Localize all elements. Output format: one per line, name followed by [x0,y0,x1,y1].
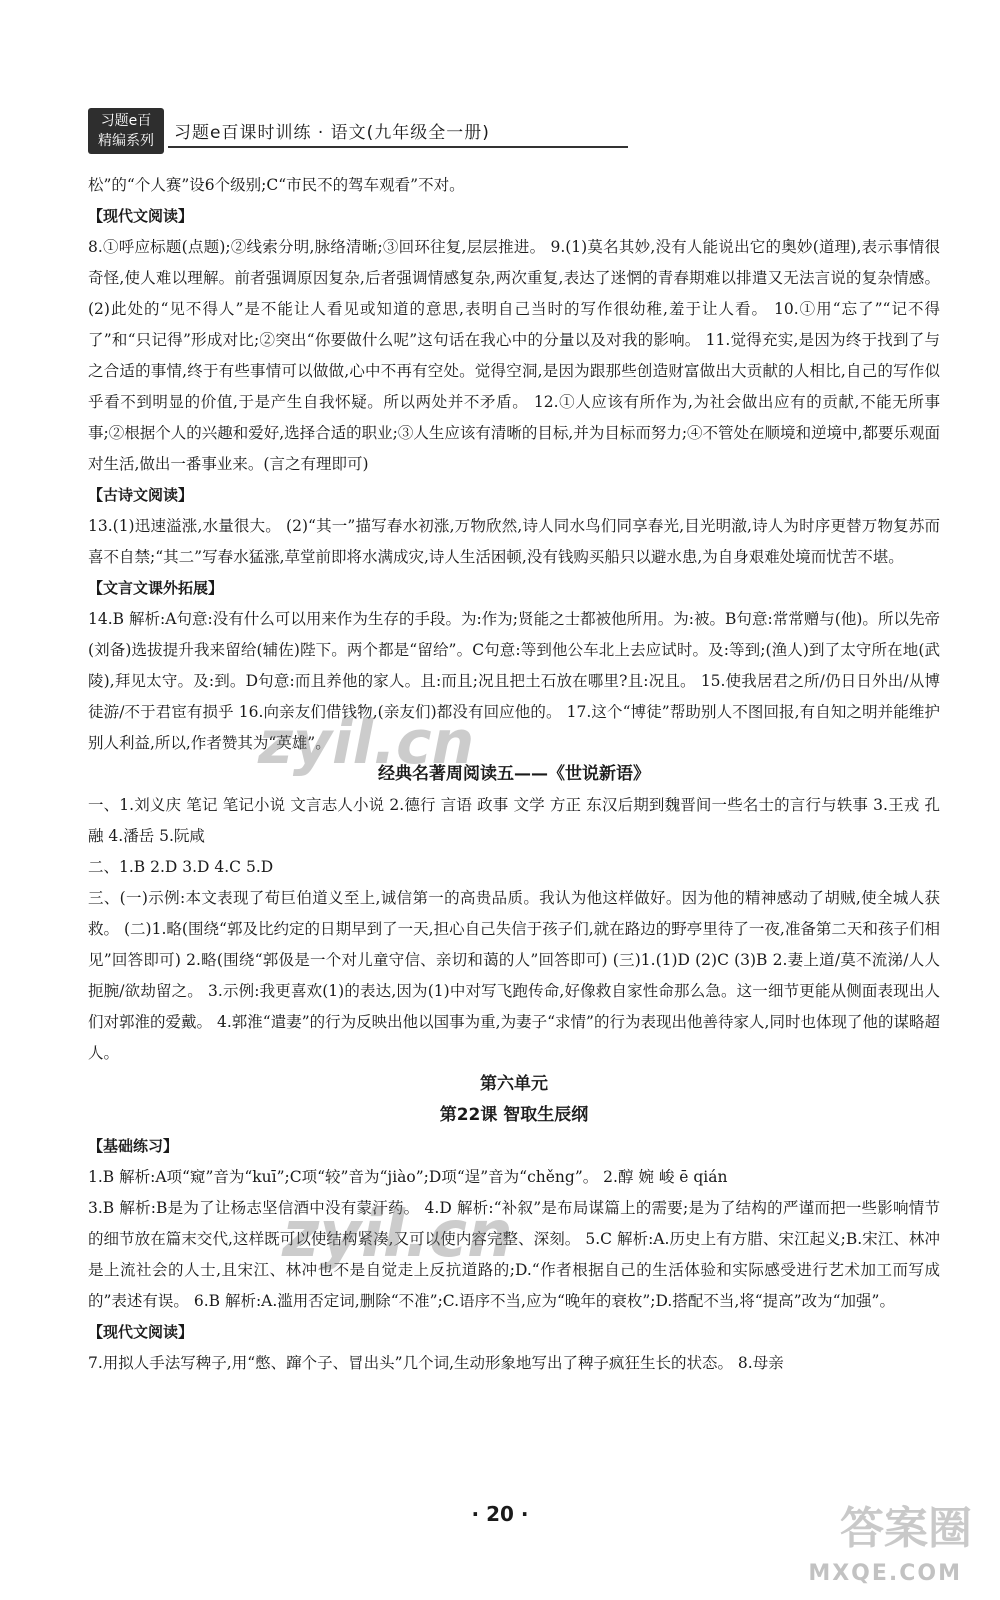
answer-paragraph: 1.B 解析:A项“窥”音为“kuī”;C项“较”音为“jiào”;D项“逞”音为“chěng”。 2.醇 婉 峻 ē qián [88,1168,728,1186]
series-badge [88,108,164,154]
answer-paragraph: 7.用拟人手法写稗子,用“憋、蹿个子、冒出头”几个词,生动形象地写出了稗子疯狂生长的状态。 8.母亲 [88,1354,784,1372]
answer-content [88,170,940,1379]
section-heading: 【古诗文阅读】 [88,486,194,504]
answer-paragraph: 一、1.刘义庆 笔记 笔记小说 文言志人小说 2.德行 言语 政事 文学 方正 东汉后期到魏晋间一些名士的言行与轶事 3.王戎 孔融 4.潘岳 5.阮咸 [88,796,940,845]
section-heading: 【现代文阅读】 [88,207,194,225]
unit-heading: 第六单元 [480,1074,548,1094]
series-badge-line1: 习题e百 [100,113,152,129]
answer-paragraph: 3.B 解析:B是为了让杨志坚信酒中没有蒙汗药。 4.D 解析:“补叙”是布局谋篇上的需要;是为了结构的严谨而把一些影响情节的细节放在篇末交代,这样既可以使结构紧凑,又可以使内容完整、深刻。 5.C 解析:A.历史上有方腊、宋江起义;B.宋江、林冲是上流社会的人士,且宋江、林冲也不是自觉走上反抗道路的;D.“作者根据自己的生活体验和实际感受进行艺术加工而写成的”表述有误。 6.B 解析:A.滥用否定词,删除“不准”;C.语序不当,应为“晚年的衰枚”;D.搭配不当,将“提高”改为“加强”。 [88,1199,940,1310]
header-rule [168,146,628,148]
section-heading: 【现代文阅读】 [88,1323,194,1341]
answer-paragraph: 松”的“个人赛”设6个级别;C“市民不的驾车观看”不对。 [88,176,465,194]
watermark-middle: zyil.cn [258,708,475,778]
reading-title: 经典名著周阅读五——《世说新语》 [378,764,650,784]
answer-paragraph: 13.(1)迅速溢涨,水量很大。 (2)“其一”描写春水初涨,万物欣然,诗人同水鸟们同享春光,目光明澈,诗人为时序更替万物复苏而喜不自禁;“其二”写春水猛涨,草堂前即将水满成灾,诗人生活困顿,没有钱购买船只以避水患,为自身艰难处境而忧苦不堪。 [88,517,940,566]
corner-url: MXQE.COM [808,1561,962,1586]
corner-logo: 答案圈 [840,1503,972,1554]
answer-paragraph: 三、(一)示例:本文表现了荀巨伯道义至上,诚信第一的高贵品质。我认为他这样做好。因为他的精神感动了胡贼,使全城人获救。 (二)1.略(围绕“郭及比约定的日期早到了一天,担心自己失信于孩子们,就在路边的野亭里待了一夜,准备第二天和孩子们相见”回答即可) 2.略(围绕“郭伋是一个对儿童守信、亲切和蔼的人”回答即可) (三)1.(1)D (2)C (3)B 2.妻上道/莫不流涕/人人扼腕/欲劫留之。 3.示例:我更喜欢(1)的表达,因为(1)中对写飞跑传命,好像救自家性命那么急。这一细节更能从侧面表现出人们对郭淮的爱戴。 4.郭淮“遣妻”的行为反映出他以国事为重,为妻子“求情”的行为表现出他善待家人,同时也体现了他的谋略超人。 [88,889,940,1062]
watermark-lower: zyil.cn [282,1198,513,1272]
series-badge-line2: 精编系列 [98,133,154,149]
answer-paragraph: 二、1.B 2.D 3.D 4.C 5.D [88,858,274,876]
section-heading: 【文言文课外拓展】 [88,579,224,597]
answer-paragraph: 14.B 解析:A句意:没有什么可以用来作为生存的手段。为:作为;贤能之士都被他所用。为:被。B句意:常常赠与(他)。所以先帝(刘备)选拔提升我来留给(辅佐)陛下。两个都是“留给”。C句意:等到他公车北上去应试时。及:等到;(渔人)到了太守所在地(武陵),拜见太守。及:到。D句意:而且养他的家人。且:而且;况且把土石放在哪里?且:况且。 15.使我居君之所/仍日日外出/从博徒游/不于君宦有损乎 16.向亲友们借钱物,(亲友们)都没有回应他的。 17.这个“博徒”帮助别人不图回报,有自知之明并能维护别人利益,所以,作者赞其为“英雄”。 [88,610,940,752]
page-number: · 20 · [471,1502,529,1526]
section-heading: 【基础练习】 [88,1137,179,1155]
answer-paragraph: 8.①呼应标题(点题);②线索分明,脉络清晰;③回环往复,层层推进。 9.(1)莫名其妙,没有人能说出它的奥妙(道理),表示事情很奇怪,使人难以理解。前者强调原因复杂,后者强调情感复杂,两次重复,表达了迷惘的青春期难以排遣又无法言说的复杂情感。 (2)此处的“见不得人”是不能让人看见或知道的意思,表明自己当时的写作很幼稚,羞于让人看。 10.①用“忘了”“记不得了”和“只记得”形成对比;②突出“你要做什么呢”这句话在我心中的分量以及对我的影响。 11.觉得充实,是因为终于找到了与之合适的事情,终于有些事情可以做做,心中不再有空处。觉得空洞,是因为跟那些创造财富做出大贡献的人相比,自己的写作似乎看不到明显的价值,于是产生自我怀疑。所以两处并不矛盾。 12.①人应该有所作为,为社会做出应有的贡献,不能无所事事;②根据个人的兴趣和爱好,选择合适的职业;③人生应该有清晰的目标,并为目标而努力;④不管处在顺境和逆境中,都要乐观面对生活,做出一番事业来。(言之有理即可) [88,238,940,473]
page-header [88,108,688,158]
book-title: 习题e百课时训练 · 语文(九年级全一册) [174,123,490,143]
unit-heading: 第22课 智取生辰纲 [439,1105,589,1125]
